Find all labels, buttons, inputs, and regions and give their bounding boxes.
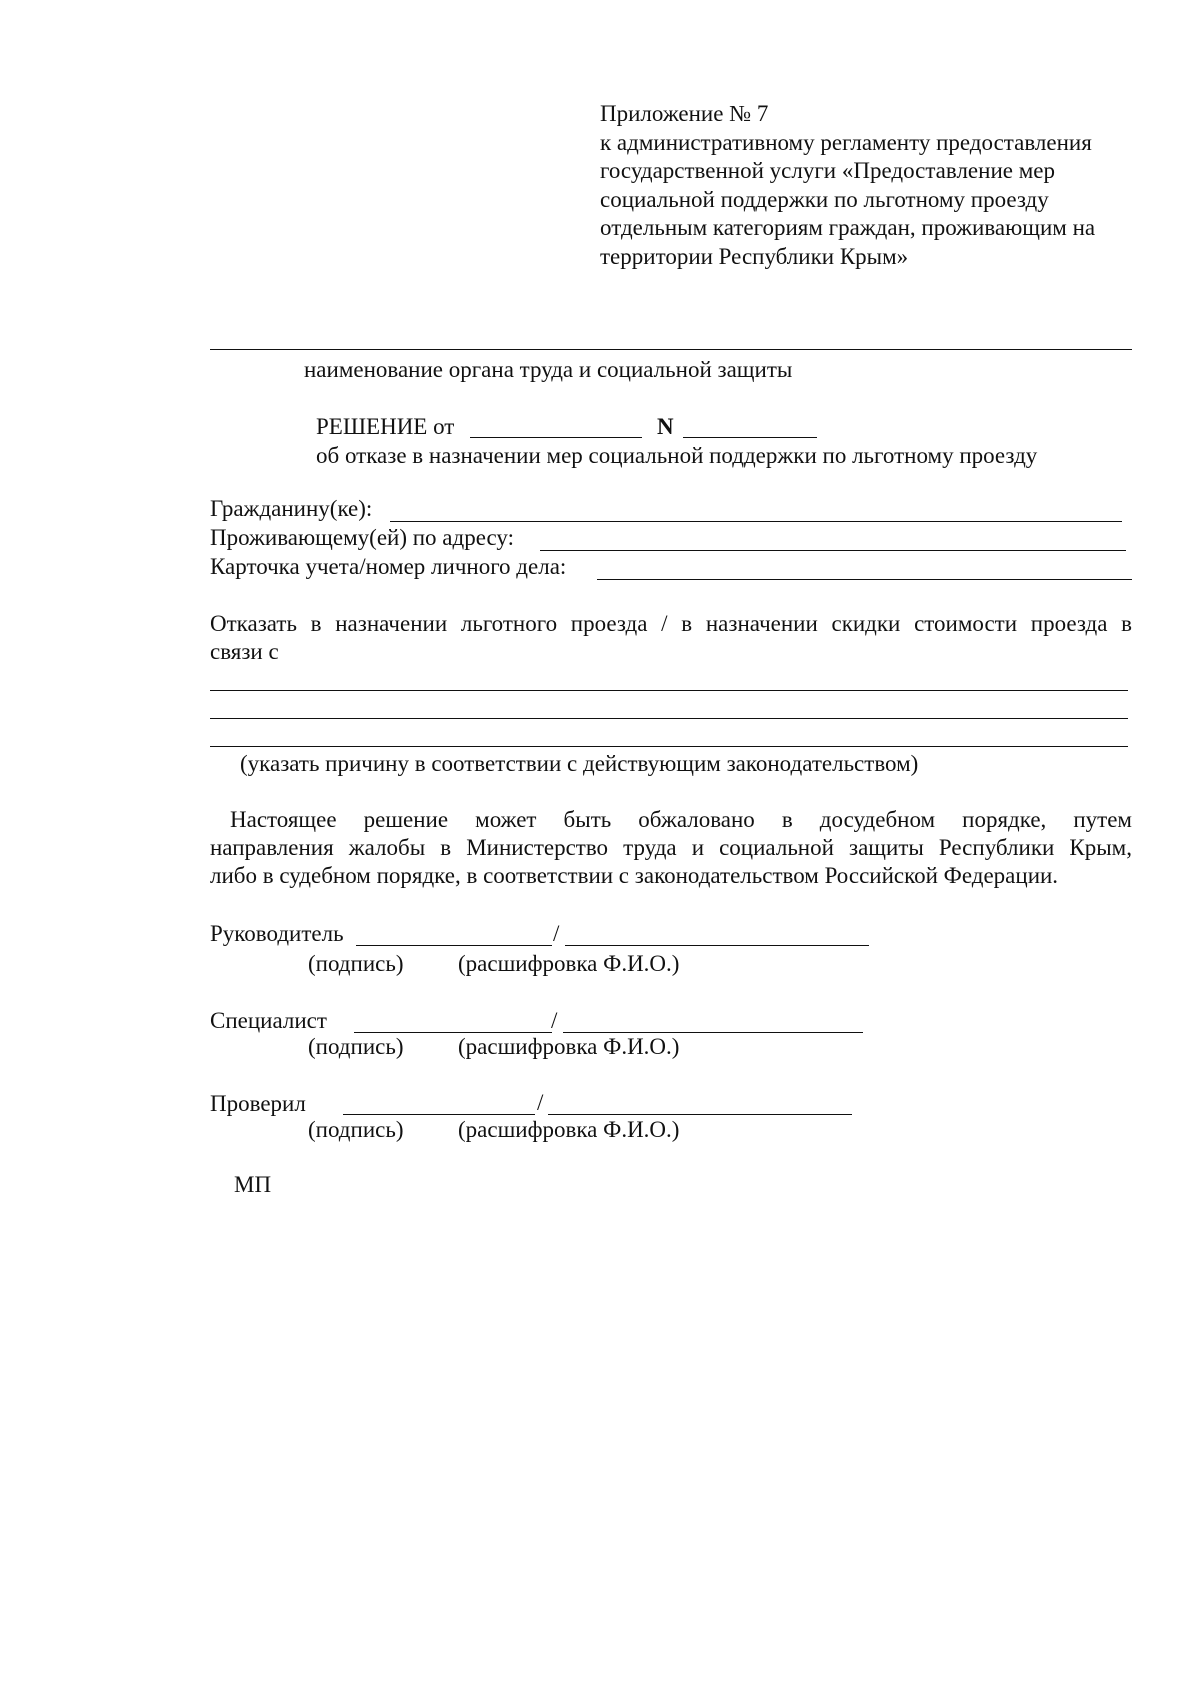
specialist-signature-slash: / <box>551 1008 558 1033</box>
head-signature-slash: / <box>553 921 560 946</box>
appendix-line: к административному регламенту предоставления <box>600 129 1092 155</box>
checker-name-caption: (расшифровка Ф.И.О.) <box>458 1117 680 1142</box>
appeal-line: направления жалобы в Министерство труда и социальной защиты Республики Крым, <box>210 835 1132 860</box>
address-label: Проживающему(ей) по адресу: <box>210 525 514 550</box>
decision-number-label: N <box>657 414 674 439</box>
specialist-name-caption: (расшифровка Ф.И.О.) <box>458 1034 680 1059</box>
checker-signature-field[interactable] <box>343 1114 535 1115</box>
address-field[interactable] <box>540 550 1126 551</box>
appendix-line: отдельным категориям граждан, проживающим на <box>600 215 1096 240</box>
stamp-label: МП <box>234 1172 272 1197</box>
appendix-line: социальной поддержки по льготному проезду <box>600 186 1049 212</box>
head-signature-caption: (подпись) <box>308 951 404 976</box>
refusal-text: Отказать в назначении льготного проезда / в назначении скидки стоимости проезда в <box>210 611 1132 636</box>
reason-line-3[interactable] <box>210 746 1128 747</box>
head-signature-label: Руководитель <box>210 921 344 946</box>
head-name-field[interactable] <box>565 945 869 946</box>
checker-signature-slash: / <box>537 1090 544 1115</box>
citizen-field[interactable] <box>390 521 1122 522</box>
appendix-line: государственной услуги «Предоставление мер <box>600 158 1055 183</box>
decision-subtitle: об отказе в назначении мер социальной поддержки по льготному проезду <box>316 443 1038 468</box>
organ-name-caption: наименование органа труда и социальной защиты <box>304 357 793 382</box>
appeal-line: либо в судебном порядке, в соответствии с законодательством Российской Федерации. <box>210 863 1059 888</box>
card-label: Карточка учета/номер личного дела: <box>210 554 567 579</box>
checker-signature-caption: (подпись) <box>308 1117 404 1142</box>
appendix-line: территории Республики Крым» <box>600 243 909 269</box>
refusal-text-cont: связи с <box>210 639 279 664</box>
decision-number-line[interactable] <box>683 437 817 438</box>
checker-signature-label: Проверил <box>210 1091 306 1116</box>
reason-caption: (указать причину в соответствии с действующим законодательством) <box>240 751 919 776</box>
specialist-signature-caption: (подпись) <box>308 1034 404 1059</box>
decision-title: РЕШЕНИЕ от <box>316 414 455 439</box>
reason-line-2[interactable] <box>210 718 1128 719</box>
reason-line-1[interactable] <box>210 690 1128 691</box>
organ-name-line[interactable] <box>210 349 1132 350</box>
card-field[interactable] <box>597 579 1132 580</box>
appeal-line: Настоящее решение может быть обжаловано в досудебном порядке, путем <box>230 807 1132 832</box>
appendix-header <box>600 100 1095 271</box>
head-signature-field[interactable] <box>356 945 552 946</box>
citizen-label: Гражданину(ке): <box>210 496 373 521</box>
decision-date-line[interactable] <box>470 437 642 438</box>
specialist-signature-label: Специалист <box>210 1008 327 1033</box>
head-name-caption: (расшифровка Ф.И.О.) <box>458 951 680 976</box>
appendix-number: Приложение № 7 <box>600 101 769 126</box>
checker-name-field[interactable] <box>548 1114 852 1115</box>
appeal-paragraph <box>210 806 1132 890</box>
